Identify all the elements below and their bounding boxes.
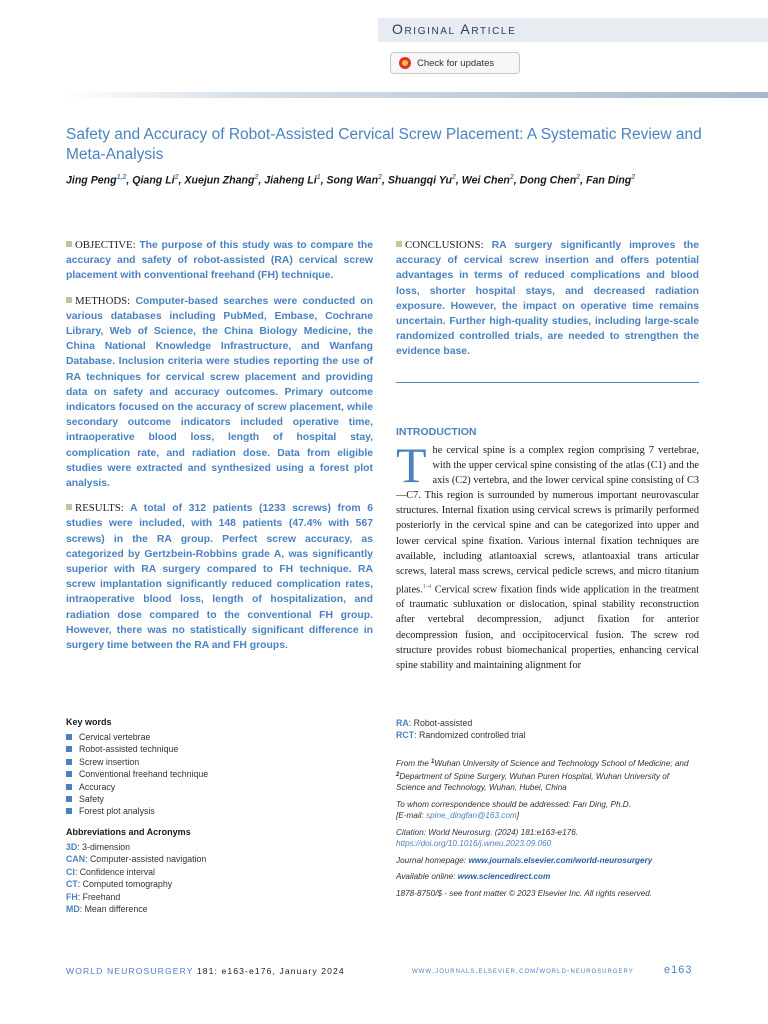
bullet-icon: [66, 784, 72, 790]
homepage-label: Journal homepage:: [396, 855, 469, 865]
doi-link[interactable]: https://doi.org/10.1016/j.wneu.2023.09.060: [396, 839, 552, 848]
section-bullet-icon: [396, 241, 402, 247]
abstract-right-column: [396, 238, 699, 370]
abbreviation-key: CT: [66, 879, 78, 890]
bullet-icon: [66, 808, 72, 814]
section-bullet-icon: [66, 504, 72, 510]
affiliations: [396, 757, 696, 794]
methods-label: METHODS:: [75, 294, 131, 307]
email-suffix: ]: [516, 811, 520, 820]
abstract-conclusions: [396, 238, 699, 360]
abbreviation-key: RCT: [396, 730, 415, 741]
keyword-item: [66, 781, 208, 793]
author-affiliation[interactable]: 2: [174, 174, 179, 181]
section-bullet-icon: [66, 297, 72, 303]
results-label: RESULTS:: [75, 502, 124, 515]
sciencedirect-link[interactable]: www.sciencedirect.com: [457, 872, 551, 881]
abbreviation-def: Computed tomography: [82, 879, 173, 890]
abbreviation-item: 3D: 3-dimension: [66, 842, 131, 852]
abbreviation-key: RA: [396, 718, 409, 728]
abbreviation-item: MD: Mean difference: [66, 904, 148, 915]
section-bullet-icon: [66, 241, 72, 247]
article-type-band: [378, 18, 768, 42]
author-affiliation[interactable]: 2: [378, 174, 382, 181]
footer-journal-name: WORLD NEUROSURGERY: [66, 966, 194, 976]
introduction-text-a: he cervical spine is a complex region comprising 7 vertebrae, with the upper cervical spine consisting of the atlas (C1) and the axis (C2) vertebra, and the lower cervical spine consisting of C3—C7. This region is surrounded by numerous important neurovascular structures. Internal fixation using cervical screws is primarily performed posteriorly in the cervical spine and can be categorized into upper and lower cervical spine fixation. Various internal fixation techniques are available, including atlantoaxial screws, atlantoaxial trans articular screws, lateral mass screws, cervical pedicle screws, and micro titanium plates.: [396, 445, 699, 596]
introduction-heading: INTRODUCTION: [396, 426, 477, 438]
conclusions-label: CONCLUSIONS:: [405, 239, 484, 251]
author-affiliation[interactable]: 2: [452, 174, 456, 181]
abbreviation-def: Randomized controlled trial: [418, 730, 526, 741]
keyword-item: [66, 743, 208, 755]
author-name[interactable]: Shuangqi Yu: [387, 174, 452, 187]
abbreviations-list-continued: [396, 717, 526, 742]
keyword-text: Cervical vertebrae: [79, 732, 151, 742]
author-name[interactable]: Fan Ding: [585, 174, 632, 187]
abbreviation-def: Mean difference: [84, 904, 148, 915]
introduction-text-b: Cervical screw fixation finds wide application in the treatment of traumatic subluxation or dislocation, spinal stability reconstruction after vertebral decompression, adjunct fixation for anterior decompression fusion, and occipitocervical fusion. The screw rod structure provides robust biomechanical properties, enhancing cervical spine stability and maintaining alignment for: [396, 584, 699, 671]
page-number: e163: [664, 964, 693, 976]
bullet-icon: [66, 734, 72, 740]
abstract-results: [66, 501, 373, 653]
keyword-text: Accuracy: [79, 781, 116, 792]
author-name[interactable]: Xuejun Zhang: [184, 174, 255, 187]
keyword-item: [66, 731, 208, 743]
introduction-body: [396, 437, 699, 673]
abbreviation-key: MD: [66, 904, 80, 915]
abbreviation-key: CAN: [66, 854, 86, 865]
author-name[interactable]: Jiaheng Li: [264, 174, 317, 187]
keyword-text: Safety: [79, 794, 104, 805]
conclusions-text: RA surgery significantly improves the accuracy of cervical screw insertion and offers potential advantages in terms of reduced complications and blood loss, shorter hospital stays, and decreased radiation exposure. However, the impact on operative time remains uncertain. Further high-quality studies, including large-scale randomized controlled trials, are needed to strengthen the evidence base.: [396, 240, 700, 358]
keyword-text: Conventional freehand technique: [79, 769, 209, 780]
affiliation-text: Wuhan University of Science and Technology School of Medicine; and: [434, 759, 689, 768]
abbreviation-item: RCT: Randomized controlled trial: [396, 730, 526, 741]
author-affiliation[interactable]: 2: [254, 174, 259, 181]
results-text: A total of 312 patients (1233 screws) from 6 studies were included, with 148 patients (47.4% with 567 screws) in the RA group. Perfect screw accuracy, as categorized by Gertzbein-Robbins grade A, was significantly superior with RA surgery compared to FH technique. RA screw implantation significantly reduced complication rates, intraoperative blood loss, length of hospitalization, and radiation dose compared to the conventional FH group. However, there was no statistically significant difference in surgery time between the RA and FH groups.: [66, 503, 373, 652]
abbreviations-list: [66, 841, 206, 915]
author-name[interactable]: Qiang Li: [132, 174, 175, 187]
author-name[interactable]: Song Wan: [326, 174, 379, 187]
citation-text: Citation: World Neurosurg. (2024) 181:e163-e176.: [396, 827, 579, 837]
keywords-list: [66, 731, 208, 818]
author-affiliation[interactable]: 1: [316, 174, 321, 181]
abstract-objective: [66, 238, 373, 284]
abbreviation-def: Confidence interval: [79, 866, 156, 877]
email-prefix: [E-mail:: [396, 811, 427, 820]
reference-link[interactable]: 1-4: [422, 582, 432, 590]
citation: [396, 827, 696, 850]
journal-homepage: [396, 855, 696, 867]
bullet-icon: [66, 771, 72, 777]
available-online: [396, 871, 696, 883]
abbreviation-key: CI: [66, 866, 75, 877]
abbreviation-key: 3D: [66, 842, 78, 852]
abbreviation-item: CT: Computed tomography: [66, 879, 173, 890]
affiliation-number: 1: [431, 759, 435, 765]
email-link[interactable]: spine_dingfan@163.com: [426, 811, 517, 820]
abstract-divider: [396, 382, 699, 383]
abbreviation-item: CAN: Computer-assisted navigation: [66, 854, 207, 865]
keyword-text: Screw insertion: [79, 756, 140, 767]
author-name[interactable]: Wei Chen: [461, 174, 510, 187]
abbreviation-key: FH: [66, 891, 78, 902]
keyword-item: [66, 768, 208, 780]
bullet-icon: [66, 796, 72, 802]
copyright: 1878-8750/$ - see front matter © 2023 Elsevier Inc. All rights reserved.: [396, 888, 653, 898]
abbreviation-def: Freehand: [82, 891, 121, 902]
author-list: Jing Peng$^{1,2}$, Qiang Li$^2$, Xuejun Zhang$^2$, Jiaheng Li$^1$, Song Wan$^2$, Shuangqi Yu$^2$, Wei Chen$^2$, Dong Chen$^2$, Fan Ding$^2$: [66, 174, 636, 187]
affiliations-prefix: From the: [396, 759, 432, 768]
author-affiliation[interactable]: 2: [509, 174, 514, 181]
keyword-item: [66, 793, 208, 805]
correspondence: [396, 799, 696, 822]
objective-label: OBJECTIVE:: [75, 239, 136, 251]
author-affiliation[interactable]: 2: [576, 174, 581, 181]
drop-cap: T: [396, 437, 427, 493]
keywords-heading: Key words: [66, 717, 112, 727]
crossmark-icon: [399, 57, 411, 69]
abbreviation-item: RA: Robot-assisted: [396, 718, 473, 728]
footer-issue: 181: e163-e176, January 2024: [193, 966, 345, 976]
check-for-updates-label: Check for updates: [417, 57, 495, 69]
objective-text: The purpose of this study was to compare the accuracy and safety of robot-assisted (RA) cervical screw placement with conventional freehand (FH) technique.: [66, 240, 373, 282]
author-name[interactable]: Dong Chen: [519, 174, 577, 187]
abbreviations-heading: Abbreviations and Acronyms: [66, 827, 191, 837]
author-affiliation[interactable]: 1,2: [116, 174, 127, 181]
affiliation-text: Department of Spine Surgery, Wuhan Puren Hospital, Wuhan University of Science and Technology, Wuhan, Hubei, China: [396, 771, 670, 792]
affiliation-number: 2: [396, 771, 400, 778]
correspondence-text: To whom correspondence should be addressed: Fan Ding, Ph.D.: [396, 799, 631, 809]
author-affiliation[interactable]: 2: [631, 174, 636, 181]
article-type-label: Original Article: [392, 21, 517, 37]
abbreviation-def: 3-dimension: [82, 842, 131, 852]
footer-journal: [66, 966, 345, 976]
bullet-icon: [66, 746, 72, 752]
online-label: Available online:: [396, 872, 458, 881]
keyword-item: [66, 756, 208, 768]
homepage-link[interactable]: www.journals.elsevier.com/world-neurosurgery: [468, 855, 653, 865]
footer-url[interactable]: www.journals.elsevier.com/world-neurosurgery: [412, 966, 634, 975]
bullet-icon: [66, 759, 72, 765]
check-for-updates-button[interactable]: [390, 52, 520, 74]
abbreviation-item: CI: Confidence interval: [66, 866, 156, 877]
keyword-item: [66, 805, 208, 817]
author-name[interactable]: Jing Peng: [66, 174, 117, 187]
methods-text: Computer-based searches were conducted on various databases including PubMed, Embase, Cochrane Library, Web of Science, the China Biology Medicine, the China National Knowledge Infrastructure, and Wanfang Database. Inclusion criteria were studies reporting the use of RA techniques for cervical screw placement and providing data on safety and accuracy outcomes. Primary outcome indicators focused on the accuracy of screw placement, while secondary outcome indicators included operative time, intraoperative blood loss, length of hospital stay, complication rate, and radiation dose. Data from eligible studies were extracted and synthesized using a forest plot analysis.: [66, 295, 374, 490]
keyword-text: Robot-assisted technique: [79, 744, 179, 755]
abstract-left-column: [66, 238, 373, 663]
article-title: Safety and Accuracy of Robot-Assisted Cervical Screw Placement: A Systematic Review and Meta-Analysis: [66, 126, 702, 163]
abbreviation-item: FH: Freehand: [66, 891, 121, 902]
abstract-methods: [66, 294, 373, 492]
keyword-text: Forest plot analysis: [79, 806, 155, 817]
article-metadata: [396, 757, 696, 904]
abbreviation-def: Robot-assisted: [413, 718, 473, 728]
header-rule: [66, 92, 768, 98]
abbreviation-def: Computer-assisted navigation: [89, 854, 207, 865]
